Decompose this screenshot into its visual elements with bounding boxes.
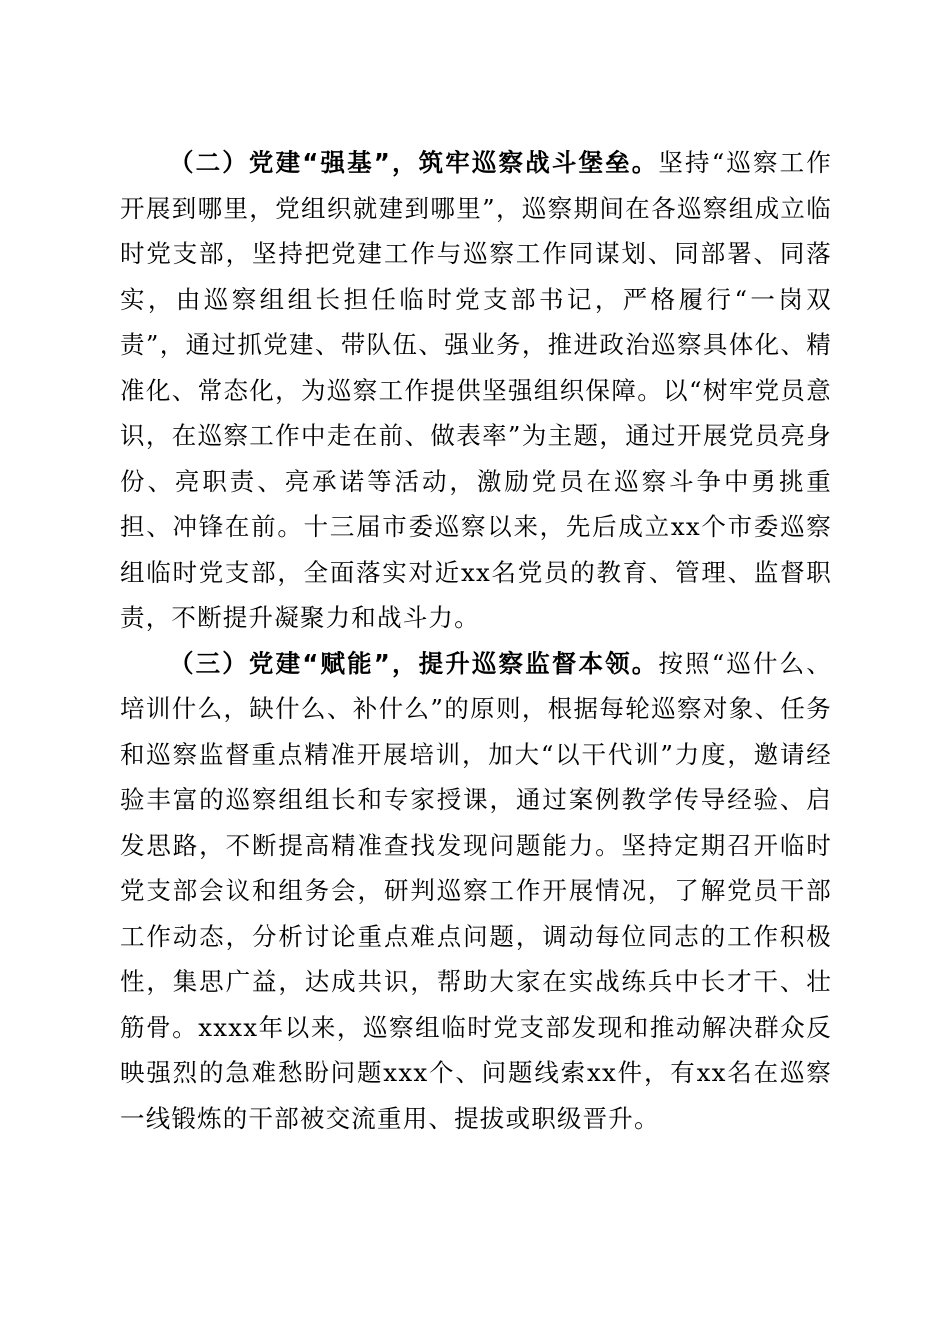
paragraph-heading: （三）党建“赋能”，提升巡察监督本领。 [169,648,659,678]
paragraph-text: 坚持“巡察工作开展到哪里，党组织就建到哪里”，巡察期间在各巡察组成立临时党支部，坚持把党建工作与巡察工作同谋划、同部署、同落实，由巡察组组长担任临时党支部书记，严格履行“一岗双责”，通过抓党建、带队伍、强业务，推进政治巡察具体化、精准化、常态化，为巡察工作提供坚强组织保障。以“树牢党员意识，在巡察工作中走在前、做表率”为主题，通过开展党员亮身份、亮职责、亮承诺等活动，激励党员在巡察斗争中勇挑重担、冲锋在前。十三届市委巡察以来，先后成立xx个市委巡察组临时党支部，全面落实对近xx名党员的教育、管理、监督职责，不断提升凝聚力和战斗力。 [120,148,832,632]
paragraph-party-building-foundation [120,140,832,641]
document-body [120,140,832,1141]
paragraph-party-building-empowerment [120,641,832,1142]
paragraph-heading: （二）党建“强基”，筑牢巡察战斗堡垒。 [169,148,659,177]
paragraph-text: 按照“巡什么、培训什么，缺什么、补什么”的原则，根据每轮巡察对象、任务和巡察监督重点精准开展培训，加大“以干代训”力度，邀请经验丰富的巡察组组长和专家授课，通过案例教学传导经验、启发思路，不断提高精准查找发现问题能力。坚持定期召开临时党支部会议和组务会，研判巡察工作开展情况，了解党员干部工作动态，分析讨论重点难点问题，调动每位同志的工作积极性，集思广益，达成共识，帮助大家在实战练兵中长才干、壮筋骨。xxxx年以来，巡察组临时党支部发现和推动解决群众反映强烈的急难愁盼问题xxx个、问题线索xx件，有xx名在巡察一线锻炼的干部被交流重用、提拔或职级晋升。 [120,648,832,1133]
